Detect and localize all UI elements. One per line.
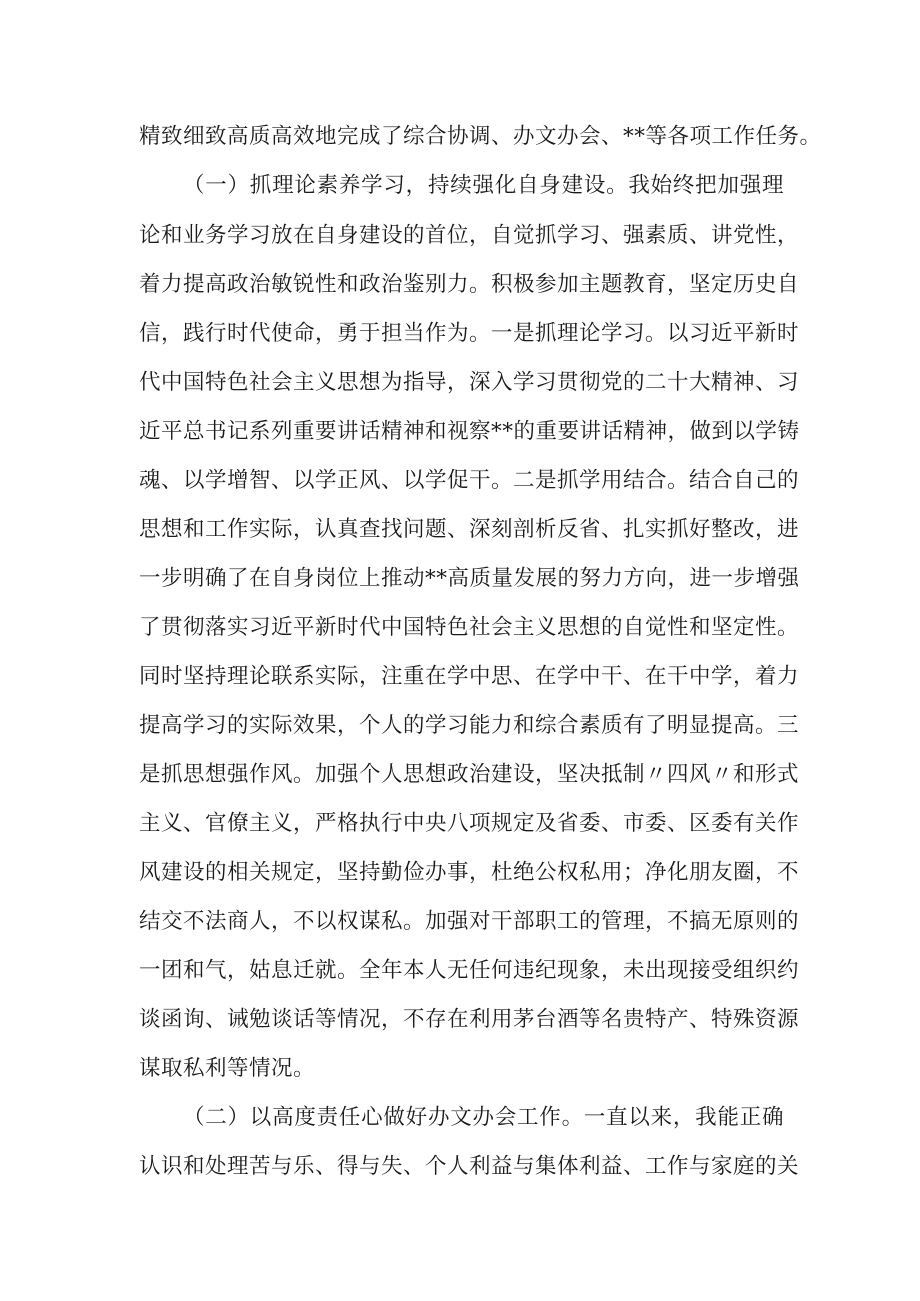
paragraph-first-line: （一）抓理论素养学习，持续强化自身建设。我始终把加强理 [183, 173, 784, 198]
body-text-line: 提高学习的实际效果，个人的学习能力和综合素质有了明显提高。三 [139, 713, 800, 738]
body-text-line: 代中国特色社会主义思想为指导，深入学习贯彻党的二十大精神、习 [139, 370, 800, 395]
paragraph-first-line: （二）以高度责任心做好办文办会工作。一直以来，我能正确 [183, 1105, 784, 1130]
body-text-line: 谋取私利等情况。 [139, 1056, 316, 1081]
body-text-line: 思想和工作实际，认真查找问题、深刻剖析反省、扎实抓好整改，进 [139, 517, 800, 542]
body-text-line: 结交不法商人，不以权谋私。加强对干部职工的管理，不搞无原则的 [139, 909, 800, 934]
body-text-line: 近平总书记系列重要讲话精神和视察**的重要讲话精神，做到以学铸 [139, 419, 800, 444]
body-text-line: 论和业务学习放在自身建设的首位，自觉抓学习、强素质、讲党性， [139, 223, 800, 248]
body-text-line: 着力提高政治敏锐性和政治鉴别力。积极参加主题教育，坚定历史自 [139, 272, 800, 297]
body-text-line: 信，践行时代使命，勇于担当作为。一是抓理论学习。以习近平新时 [139, 321, 800, 346]
body-text-line: 是抓思想强作风。加强个人思想政治建设，坚决抵制〃四风〃和形式 [139, 762, 800, 787]
body-text-line: 魂、以学增智、以学正风、以学促干。二是抓学用结合。结合自己的 [139, 468, 800, 493]
body-text-line: 一团和气，姑息迁就。全年本人无任何违纪现象，未出现接受组织约 [139, 958, 800, 983]
body-text-line: 谈函询、诫勉谈话等情况，不存在利用茅台酒等名贵特产、特殊资源 [139, 1007, 800, 1032]
body-text-line: 主义、官僚主义，严格执行中央八项规定及省委、市委、区委有关作 [139, 811, 800, 836]
body-text-line: 一步明确了在自身岗位上推动**高质量发展的努力方向，进一步增强 [139, 566, 800, 591]
body-text-line: 精致细致高质高效地完成了综合协调、办文办会、**等各项工作任务。 [139, 124, 822, 149]
body-text-line: 了贯彻落实习近平新时代中国特色社会主义思想的自觉性和坚定性。 [139, 615, 800, 640]
body-text-line: 风建设的相关规定，坚持勤俭办事，杜绝公权私用；净化朋友圈，不 [139, 860, 800, 885]
body-text-line: 同时坚持理论联系实际，注重在学中思、在学中干、在干中学，着力 [139, 664, 800, 689]
body-text-line: 认识和处理苦与乐、得与失、个人利益与集体利益、工作与家庭的关 [139, 1154, 800, 1179]
